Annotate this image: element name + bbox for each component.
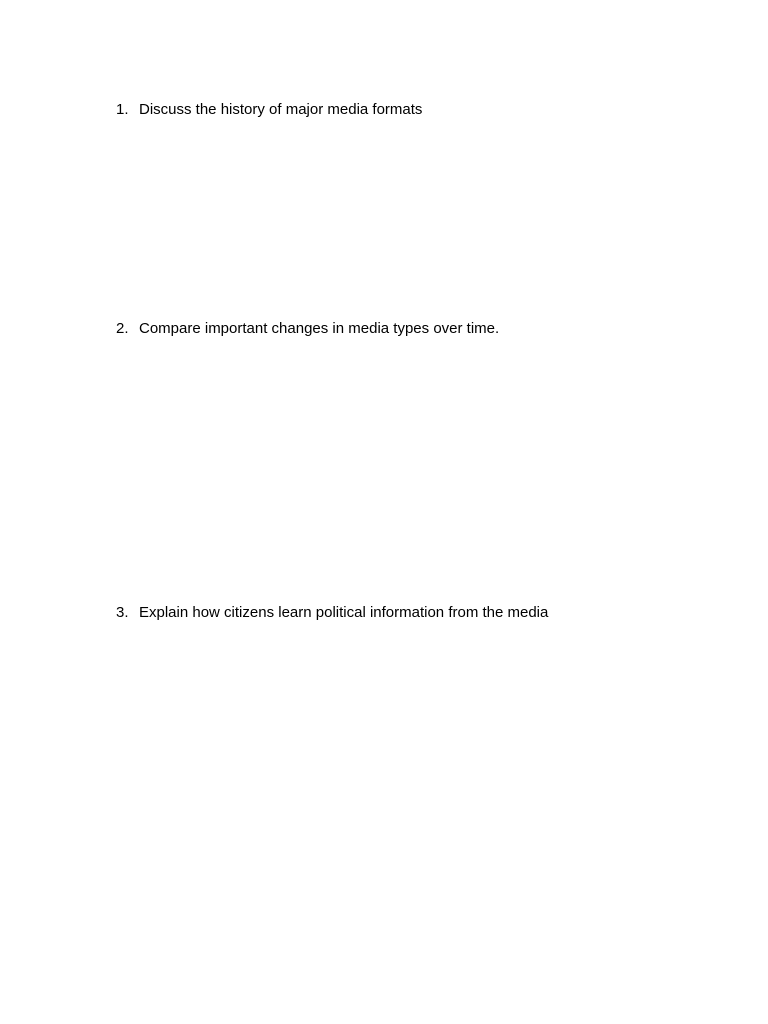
question-number: 2.: [116, 320, 129, 337]
question-item: [116, 320, 499, 338]
question-number: 3.: [116, 604, 129, 621]
question-text: Compare important changes in media types over time.: [139, 320, 500, 337]
question-text: Discuss the history of major media formats: [139, 101, 423, 118]
question-item: [116, 101, 422, 119]
question-item: [116, 604, 548, 622]
question-text: Explain how citizens learn political information from the media: [139, 604, 549, 621]
question-number: 1.: [116, 101, 129, 118]
